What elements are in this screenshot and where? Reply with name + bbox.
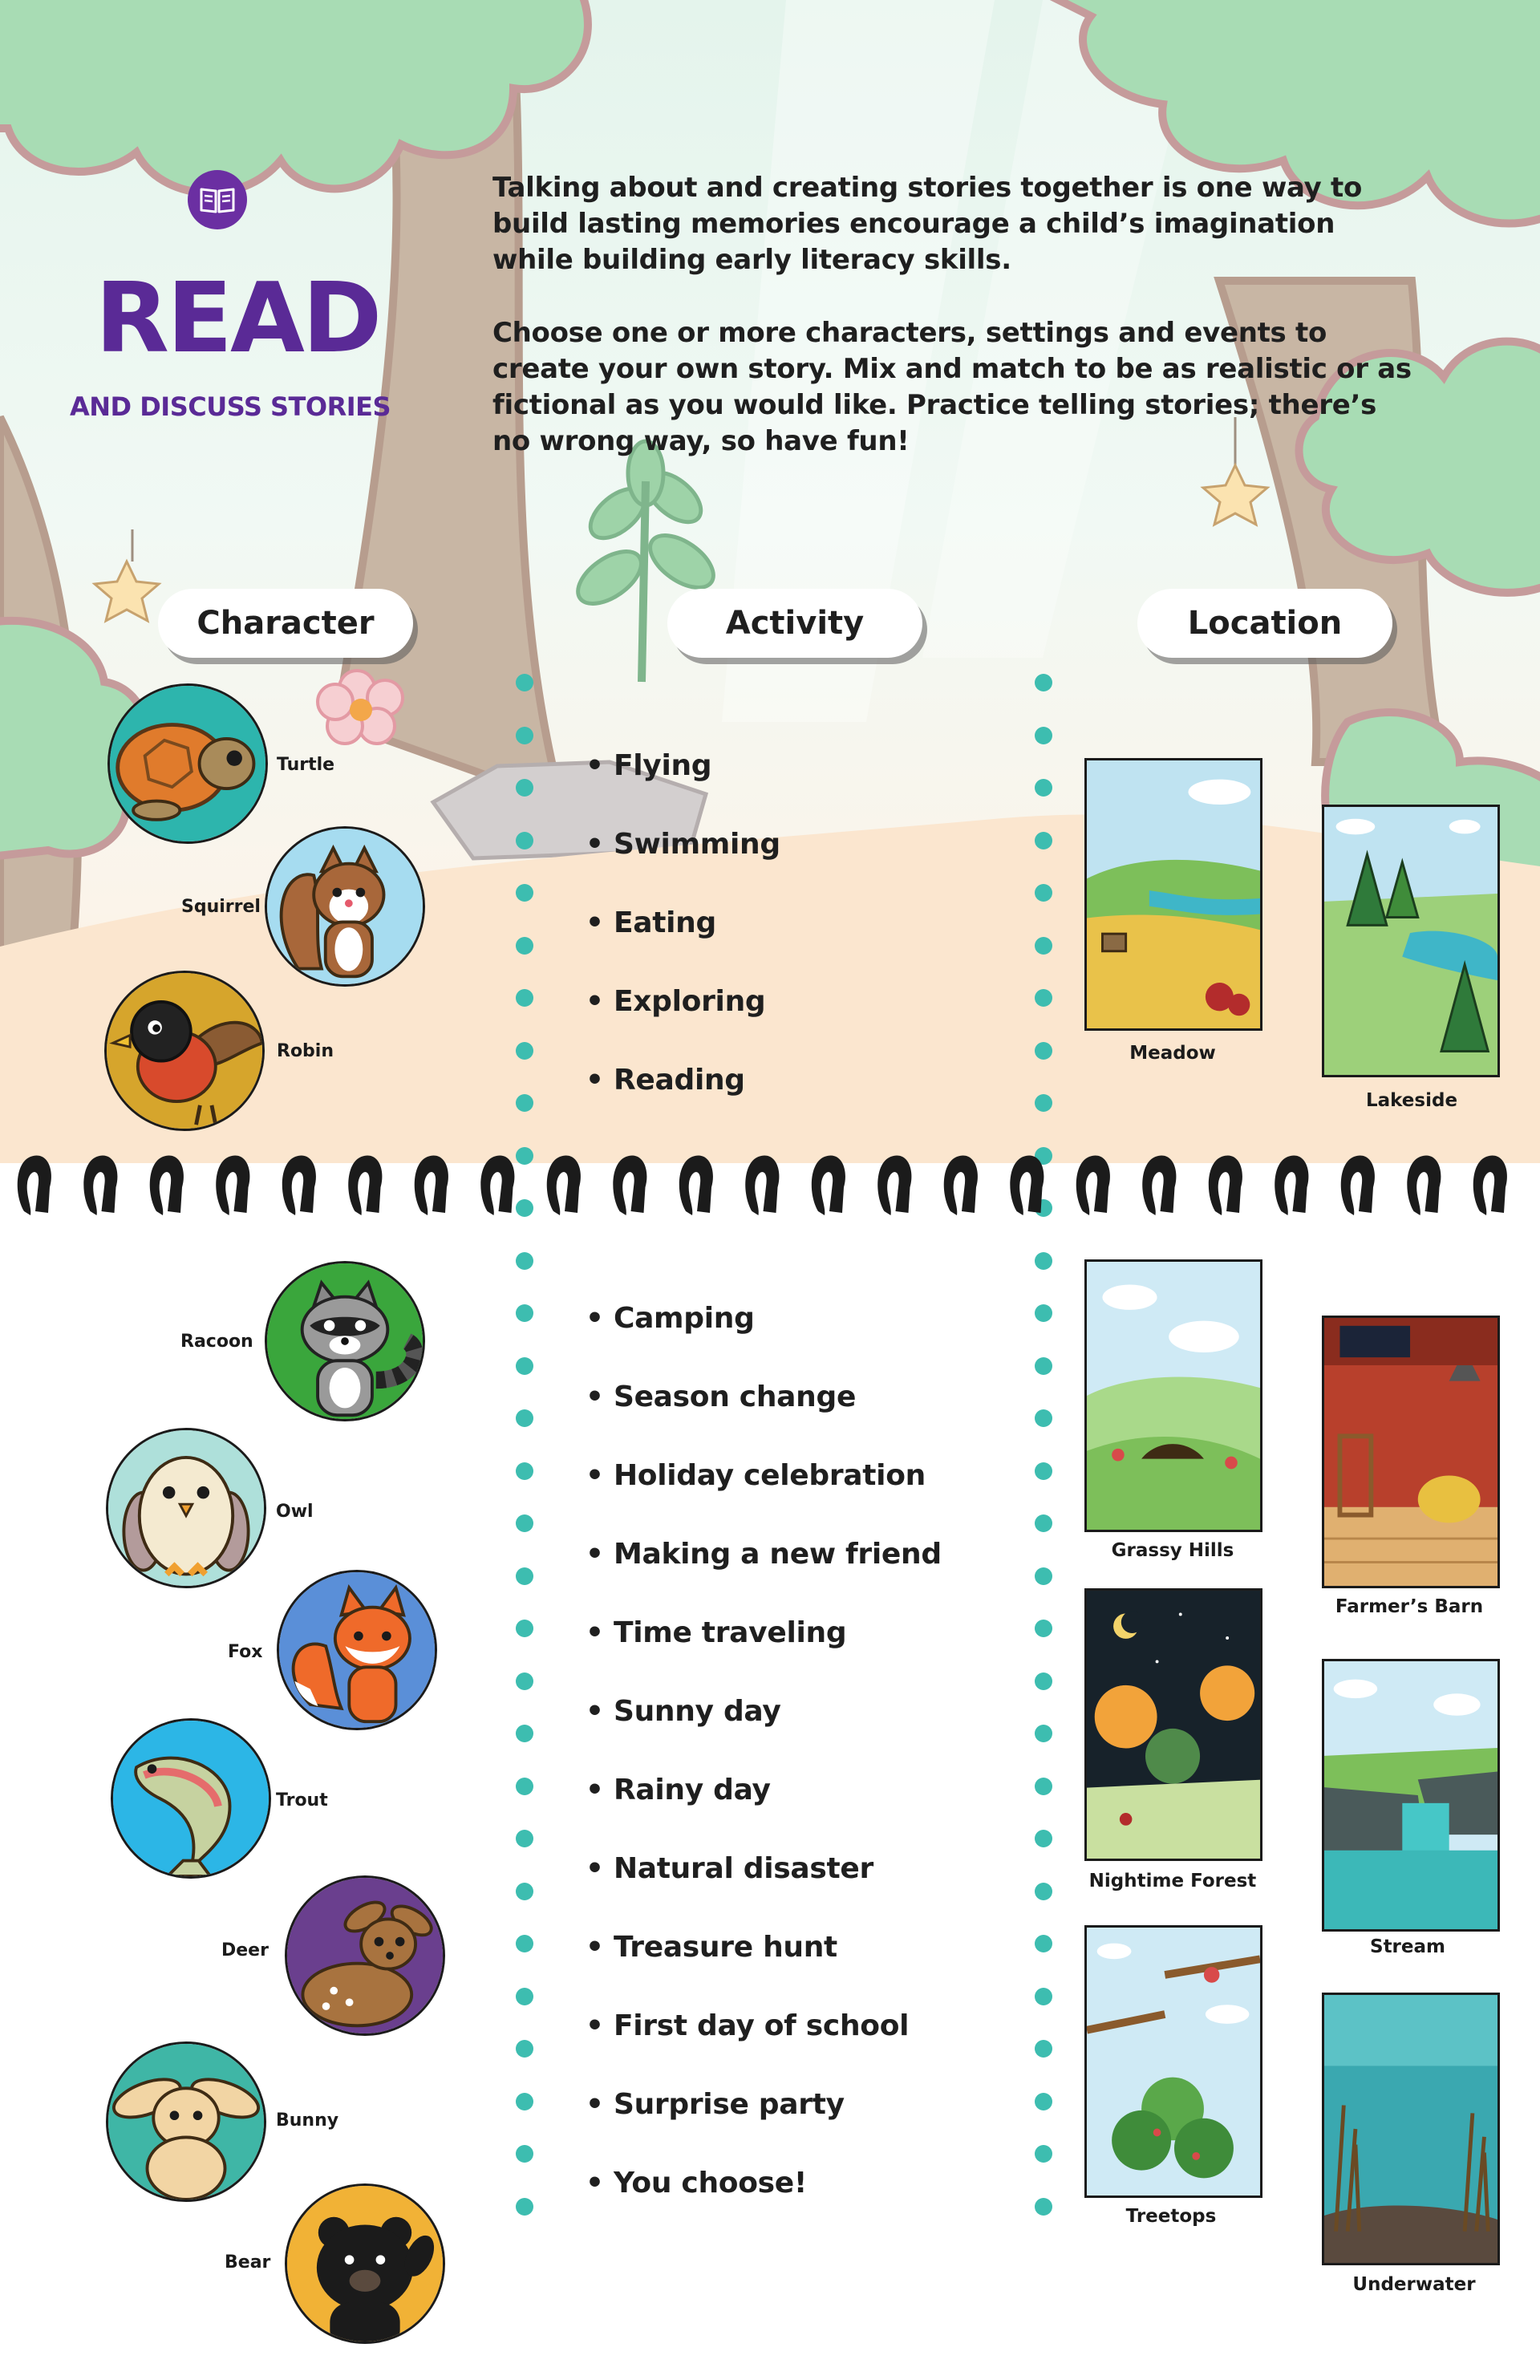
deer-character[interactable] <box>285 1875 445 2036</box>
divider-dot <box>516 727 533 744</box>
divider-dot <box>1035 1567 1052 1585</box>
instructions-paragraph: Choose one or more characters, settings and events to create your own story. Mix and match to be as realistic or as fictional as you would like. Practice telling stories; there’s no wrong way, so have fun! <box>492 317 1412 457</box>
activity-item: • You choose! <box>586 2167 807 2200</box>
divider-dot <box>516 937 533 955</box>
turtle-character[interactable] <box>107 683 268 844</box>
bear-character[interactable] <box>285 2183 445 2344</box>
owl-character[interactable] <box>106 1428 266 1588</box>
character-label: Bear <box>225 2252 271 2273</box>
binding-coil <box>1010 1156 1044 1215</box>
divider-dot <box>1035 2040 1052 2058</box>
divider-dot <box>516 989 533 1007</box>
divider-dot <box>516 1094 533 1112</box>
stream-location[interactable] <box>1322 1659 1500 1932</box>
binding-coil <box>745 1156 779 1215</box>
activity-item: • Making a new friend <box>586 1538 942 1571</box>
location-label: Lakeside <box>1365 1090 1458 1111</box>
divider-dot <box>1035 2145 1052 2163</box>
racoon-character[interactable] <box>265 1261 425 1421</box>
divider-dot <box>1035 1935 1052 1952</box>
character-column-header: Character <box>158 589 413 658</box>
location-label: Treetops <box>1125 2206 1217 2227</box>
divider-dot <box>1035 1409 1052 1427</box>
meadow-location[interactable] <box>1084 758 1262 1031</box>
divider-dot <box>1035 1514 1052 1532</box>
underwater-location[interactable] <box>1322 1993 1500 2265</box>
activity-item: • Eating <box>586 906 716 939</box>
character-label: Owl <box>276 1502 314 1522</box>
binding-coil <box>547 1156 581 1215</box>
divider-dot <box>1035 1988 1052 2005</box>
grassy-hills-picture <box>1087 1262 1260 1530</box>
divider-dot <box>1035 1672 1052 1690</box>
activity-item: • Swimming <box>586 828 780 861</box>
divider-dot <box>516 1252 533 1270</box>
activity-item: • Surprise party <box>586 2088 845 2121</box>
trout-character[interactable] <box>111 1718 271 1879</box>
divider-dot <box>1035 2198 1052 2216</box>
activity-item: • Natural disaster <box>586 1852 873 1885</box>
binding-coil <box>812 1156 845 1215</box>
underwater-picture <box>1324 1995 1497 2263</box>
treetops-picture <box>1087 1928 1260 2196</box>
binding-coil <box>18 1156 51 1215</box>
divider-dot <box>1035 1357 1052 1375</box>
page-subtitle: AND DISCUSS STORIES <box>69 391 391 422</box>
divider-dot <box>516 1883 533 1900</box>
binding-coil <box>150 1156 184 1215</box>
divider-dot <box>1035 2093 1052 2110</box>
activity-item: • Sunny day <box>586 1695 781 1728</box>
divider-dot <box>516 2145 533 2163</box>
page-title: READ <box>95 263 380 375</box>
activity-column-header: Activity <box>667 589 922 658</box>
divider-dot <box>516 2093 533 2110</box>
divider-dot <box>516 2198 533 2216</box>
divider-dot <box>1035 1042 1052 1060</box>
robin-character[interactable] <box>104 971 265 1131</box>
treetops-location[interactable] <box>1084 1925 1262 2198</box>
binding-coil <box>679 1156 713 1215</box>
divider-dot <box>1035 1462 1052 1480</box>
location-column-header: Location <box>1137 589 1392 658</box>
binding-coil <box>83 1156 117 1215</box>
binding-coil <box>1341 1156 1375 1215</box>
divider-dot <box>516 1725 533 1742</box>
character-label: Fox <box>228 1642 263 1662</box>
character-label: Robin <box>277 1041 334 1061</box>
divider-dot <box>516 1462 533 1480</box>
activity-item: • Camping <box>586 1302 755 1335</box>
farmers-barn-picture <box>1324 1318 1497 1586</box>
stream-picture <box>1324 1661 1497 1929</box>
activity-item: • Time traveling <box>586 1616 847 1649</box>
lakeside-location[interactable] <box>1322 805 1500 1077</box>
nightime-forest-location[interactable] <box>1084 1588 1262 1861</box>
divider-dot <box>1035 1304 1052 1322</box>
divider-dot <box>1035 937 1052 955</box>
character-label: Squirrel <box>181 897 261 917</box>
location-label: Underwater <box>1352 2274 1476 2295</box>
deer-icon <box>287 1878 443 2033</box>
binding-coil <box>1142 1156 1176 1215</box>
binding-coil <box>1275 1156 1308 1215</box>
trout-icon <box>113 1721 269 1876</box>
binding-coil <box>1076 1156 1110 1215</box>
binding-coil <box>1209 1156 1242 1215</box>
fox-icon <box>279 1572 435 1728</box>
bear-icon <box>287 2186 443 2341</box>
divider-dot <box>516 779 533 797</box>
binding-coil <box>1407 1156 1441 1215</box>
divider-dot <box>516 1567 533 1585</box>
divider-dot <box>516 1409 533 1427</box>
divider-dot <box>1035 1252 1052 1270</box>
divider-dot <box>516 1830 533 1847</box>
character-label: Bunny <box>276 2110 339 2131</box>
divider-dot <box>1035 1883 1052 1900</box>
racoon-icon <box>267 1263 423 1419</box>
divider-dot <box>1035 1830 1052 1847</box>
divider-dot <box>1035 989 1052 1007</box>
right-dotted-divider <box>1035 674 1052 2278</box>
divider-dot <box>516 2040 533 2058</box>
divider-dot <box>1035 1778 1052 1795</box>
divider-dot <box>1035 884 1052 902</box>
divider-dot <box>516 1357 533 1375</box>
binding-coil <box>1473 1156 1507 1215</box>
divider-dot <box>516 1778 533 1795</box>
binding-coil <box>282 1156 316 1215</box>
divider-dot <box>516 1304 533 1322</box>
binding-coil <box>415 1156 448 1215</box>
location-label: Farmer’s Barn <box>1335 1596 1484 1617</box>
divider-dot <box>1035 727 1052 744</box>
divider-dot <box>1035 1620 1052 1637</box>
activity-item: • Treasure hunt <box>586 1931 837 1964</box>
activity-item: • Flying <box>586 749 712 782</box>
location-label: Meadow <box>1129 1043 1216 1064</box>
divider-dot <box>516 1672 533 1690</box>
squirrel-character[interactable] <box>265 826 425 987</box>
divider-dot <box>516 1620 533 1637</box>
left-dotted-divider <box>516 674 533 2278</box>
divider-dot <box>1035 1094 1052 1112</box>
intro-paragraph: Talking about and creating stories together is one way to build lasting memories encourage a child’s imagination while building early literacy skills. <box>492 172 1363 276</box>
activity-item: • Holiday celebration <box>586 1459 926 1492</box>
binding-coil <box>480 1156 514 1215</box>
divider-dot <box>516 674 533 691</box>
meadow-picture <box>1087 760 1260 1028</box>
character-label: Trout <box>276 1790 328 1810</box>
activity-item: • Exploring <box>586 985 766 1018</box>
binding-coil <box>216 1156 249 1215</box>
divider-dot <box>1035 674 1052 691</box>
character-label: Turtle <box>277 755 335 775</box>
character-label: Deer <box>221 1940 269 1960</box>
binding-coil <box>944 1156 978 1215</box>
fox-character[interactable] <box>277 1570 437 1730</box>
divider-dot <box>516 1988 533 2005</box>
spiral-binding <box>0 1139 1540 1227</box>
activity-item: • First day of school <box>586 2009 910 2042</box>
bunny-icon <box>108 2044 264 2200</box>
squirrel-icon <box>267 829 423 984</box>
lakeside-picture <box>1324 807 1497 1075</box>
binding-coil <box>348 1156 382 1215</box>
grassy-hills-location[interactable] <box>1084 1259 1262 1532</box>
divider-dot <box>1035 832 1052 849</box>
activity-item: • Season change <box>586 1381 857 1413</box>
character-label: Racoon <box>180 1332 253 1352</box>
book-icon <box>188 170 247 229</box>
divider-dot <box>516 1935 533 1952</box>
turtle-icon <box>110 686 265 841</box>
activity-item: • Reading <box>586 1064 745 1097</box>
divider-dot <box>516 1514 533 1532</box>
nightime-forest-picture <box>1087 1591 1260 1859</box>
divider-dot <box>516 832 533 849</box>
binding-coil <box>613 1156 646 1215</box>
divider-dot <box>516 1042 533 1060</box>
owl-icon <box>108 1430 264 1586</box>
location-label: Grassy Hills <box>1111 1540 1234 1561</box>
divider-dot <box>516 884 533 902</box>
bunny-character[interactable] <box>106 2041 266 2202</box>
farmers-barn-location[interactable] <box>1322 1316 1500 1588</box>
activity-item: • Rainy day <box>586 1774 771 1806</box>
location-label: Stream <box>1370 1936 1445 1957</box>
location-label: Nightime Forest <box>1088 1871 1257 1891</box>
divider-dot <box>1035 779 1052 797</box>
robin-icon <box>107 973 262 1129</box>
binding-coil <box>877 1156 911 1215</box>
divider-dot <box>1035 1725 1052 1742</box>
